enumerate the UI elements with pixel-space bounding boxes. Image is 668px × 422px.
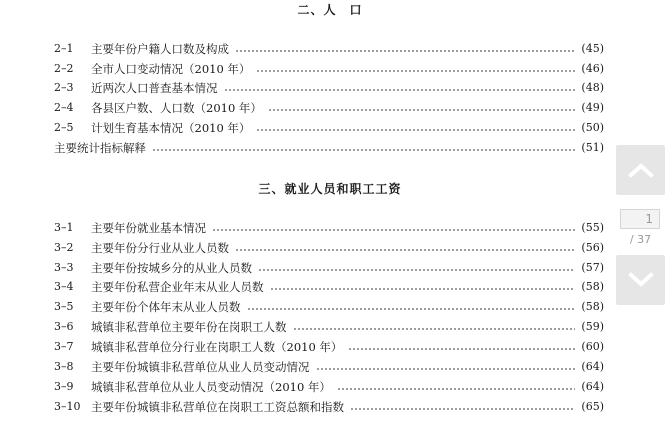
- toc-entry[interactable]: [54, 339, 604, 355]
- toc-entry[interactable]: [54, 279, 604, 295]
- entry-page: (64): [581, 380, 604, 393]
- entry-title: 主要年份按城乡分的从业人员数: [91, 261, 252, 275]
- entry-page: (51): [581, 141, 604, 154]
- toc-entry[interactable]: [54, 220, 604, 236]
- toc-entry[interactable]: [54, 379, 604, 395]
- entry-number: 2–3: [54, 81, 74, 94]
- section-title-population: 二、人 口: [297, 3, 363, 17]
- entry-number: 3–1: [54, 221, 74, 234]
- chevron-up-icon: [628, 162, 654, 178]
- total-pages-label: / 37: [629, 233, 652, 246]
- current-page-input[interactable]: 1: [620, 209, 660, 229]
- entry-page: (59): [581, 320, 604, 333]
- entry-title: 主要年份就业基本情况: [91, 221, 206, 235]
- dot-leader: [316, 368, 576, 370]
- entry-title: 城镇非私营单位主要年份在岗职工人数: [91, 320, 287, 334]
- dot-leader: [337, 388, 575, 390]
- toc-entry[interactable]: [54, 140, 604, 156]
- entry-page: (58): [581, 280, 604, 293]
- dot-leader: [293, 328, 576, 330]
- entry-title: 城镇非私营单位从业人员变动情况（2010 年）: [91, 380, 331, 394]
- entry-number: 3–10: [54, 400, 81, 413]
- entry-title: 全市人口变动情况（2010 年）: [91, 62, 251, 76]
- toc-entry[interactable]: [54, 240, 604, 256]
- entry-title: 近两次人口普查基本情况: [91, 81, 218, 95]
- entry-number: 3–3: [54, 261, 74, 274]
- dot-leader: [235, 249, 575, 251]
- next-page-button[interactable]: [616, 255, 665, 305]
- dot-leader: [256, 129, 575, 131]
- entry-title: 主要年份城镇非私营单位从业人员变动情况: [91, 360, 310, 374]
- toc-entry[interactable]: [54, 120, 604, 136]
- toc-entry[interactable]: [54, 80, 604, 96]
- toc-entry[interactable]: [54, 41, 604, 57]
- entry-page: (45): [581, 42, 604, 55]
- entry-number: 3–6: [54, 320, 74, 333]
- toc-entry[interactable]: [54, 299, 604, 315]
- entry-number: 2–2: [54, 62, 74, 75]
- entry-number: 3–4: [54, 280, 74, 293]
- chevron-down-icon: [628, 272, 654, 288]
- dot-leader: [270, 288, 576, 290]
- dot-leader: [224, 89, 576, 91]
- entry-page: (58): [581, 300, 604, 313]
- entry-title: 主要年份城镇非私营单位在岗职工工资总额和指数: [91, 400, 344, 414]
- toc-entry[interactable]: [54, 61, 604, 77]
- entry-page: (56): [581, 241, 604, 254]
- entry-page: (60): [581, 340, 604, 353]
- entry-title: 主要年份个体年末从业人员数: [91, 300, 241, 314]
- entry-title: 主要年份户籍人口数及构成: [91, 42, 229, 56]
- entry-page: (50): [581, 121, 604, 134]
- dot-leader: [258, 269, 575, 271]
- entry-page: (46): [581, 62, 604, 75]
- entry-title: 主要统计指标解释: [54, 141, 146, 155]
- dot-leader: [212, 229, 575, 231]
- entry-page: (57): [581, 261, 604, 274]
- entry-number: 3–7: [54, 340, 74, 353]
- entry-title: 城镇非私营单位分行业在岗职工人数（2010 年）: [91, 340, 343, 354]
- toc-entry[interactable]: [54, 260, 604, 276]
- entry-number: 2–5: [54, 121, 74, 134]
- entry-page: (49): [581, 101, 604, 114]
- toc-entry[interactable]: [54, 399, 604, 415]
- entry-page: (55): [581, 221, 604, 234]
- entry-number: 2–4: [54, 101, 74, 114]
- dot-leader: [268, 109, 575, 111]
- toc-entry[interactable]: [54, 100, 604, 116]
- entry-number: 2–1: [54, 42, 74, 55]
- entry-page: (48): [581, 81, 604, 94]
- dot-leader: [348, 348, 575, 350]
- toc-entry[interactable]: [54, 319, 604, 335]
- entry-title: 各县区户数、人口数（2010 年）: [91, 101, 262, 115]
- entry-number: 3–5: [54, 300, 74, 313]
- entry-number: 3–9: [54, 380, 74, 393]
- section-title-employment: 三、就业人员和职工工资: [258, 182, 402, 196]
- entry-title: 计划生育基本情况（2010 年）: [91, 121, 251, 135]
- entry-number: 3–8: [54, 360, 74, 373]
- entry-page: (65): [581, 400, 604, 413]
- entry-title: 主要年份私营企业年末从业人员数: [91, 280, 264, 294]
- dot-leader: [350, 408, 575, 410]
- entry-title: 主要年份分行业从业人员数: [91, 241, 229, 255]
- toc-entry[interactable]: [54, 359, 604, 375]
- dot-leader: [256, 70, 575, 72]
- dot-leader: [152, 149, 575, 151]
- dot-leader: [235, 50, 575, 52]
- entry-page: (64): [581, 360, 604, 373]
- previous-page-button[interactable]: [616, 145, 665, 195]
- dot-leader: [247, 308, 576, 310]
- entry-number: 3–2: [54, 241, 74, 254]
